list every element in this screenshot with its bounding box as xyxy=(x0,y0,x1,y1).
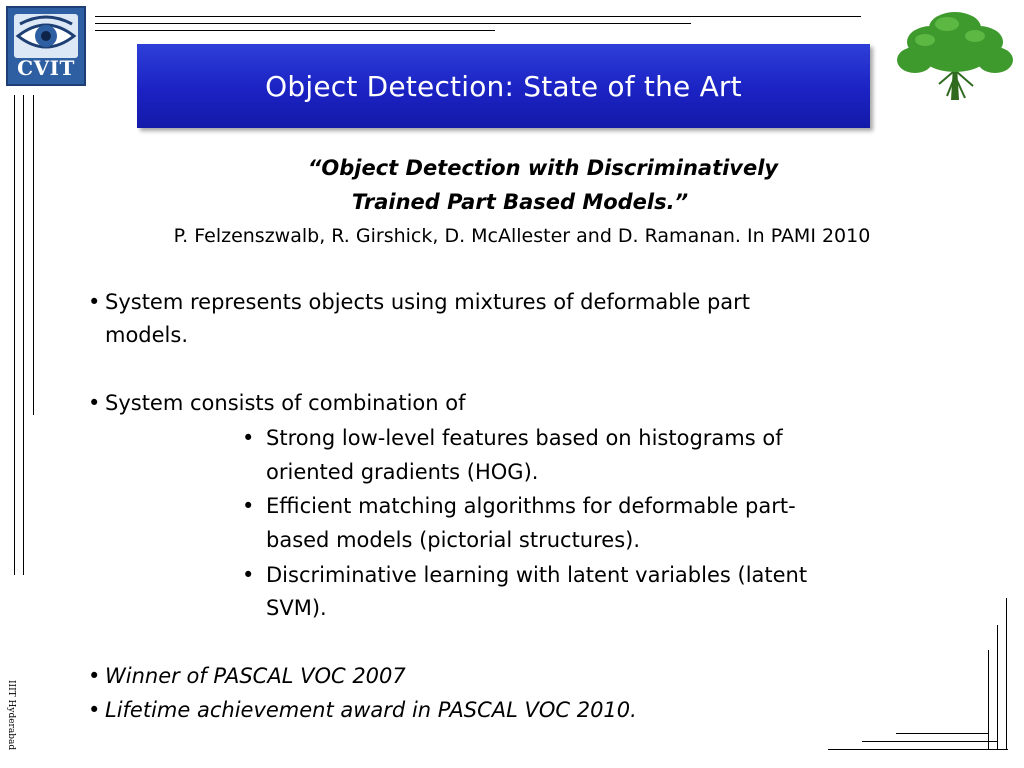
top-rule-3 xyxy=(95,30,495,31)
tree-icon xyxy=(895,6,1015,102)
bullet-marker: • xyxy=(88,698,101,722)
sub-bullet-marker: • xyxy=(242,563,255,587)
bottom-rule-1 xyxy=(828,749,1008,750)
citation-title-line-2: Trained Part Based Models.” xyxy=(351,190,689,214)
sub-bullet-marker: • xyxy=(242,426,255,450)
sub-bullet-2-line-2: based models (pictorial structures). xyxy=(266,528,641,552)
sub-bullet-1-line-2: oriented gradients (HOG). xyxy=(266,460,539,484)
right-rule-3 xyxy=(988,650,989,750)
citation-title-line-1: “Object Detection with Discriminatively xyxy=(307,156,779,180)
bullet-marker: • xyxy=(88,290,101,314)
sub-bullet-marker: • xyxy=(242,494,255,518)
citation-authors: P. Felzenszwalb, R. Girshick, D. McAllester and D. Ramanan. In PAMI 2010 xyxy=(173,225,871,247)
bottom-rule-2 xyxy=(862,741,998,742)
bullet-marker: • xyxy=(88,664,101,688)
sub-bullet-3-line-1: Discriminative learning with latent variables (latent xyxy=(266,563,808,587)
sub-bullet-2-line-1: Efficient matching algorithms for deformable part- xyxy=(266,494,796,518)
sub-bullet-1-line-1: Strong low-level features based on histograms of xyxy=(266,426,783,450)
cvit-logo xyxy=(6,6,86,86)
top-rule-2 xyxy=(95,23,691,24)
bullet-1-line-2: models. xyxy=(105,323,189,347)
sub-bullet-3-line-2: SVM). xyxy=(266,596,327,620)
top-rule-1 xyxy=(95,16,861,17)
bullet-2: System consists of combination of xyxy=(105,391,466,415)
bullet-4: Lifetime achievement award in PASCAL VOC 2010. xyxy=(105,698,637,722)
right-rule-2 xyxy=(997,625,998,750)
slide-title: Object Detection: State of the Art xyxy=(265,69,742,103)
bottom-rule-3 xyxy=(896,733,989,734)
title-bar xyxy=(137,44,870,128)
bullet-3: Winner of PASCAL VOC 2007 xyxy=(105,664,406,688)
bullet-marker: • xyxy=(88,391,101,415)
left-rule-3 xyxy=(33,95,34,415)
eye-icon xyxy=(14,14,78,58)
bullet-1-line-1: System represents objects using mixtures of deformable part xyxy=(105,290,751,314)
logo-text: CVIT xyxy=(17,56,75,80)
right-rule-1 xyxy=(1006,598,1007,750)
institution-side-label: IIIT Hyderabad xyxy=(6,680,16,751)
